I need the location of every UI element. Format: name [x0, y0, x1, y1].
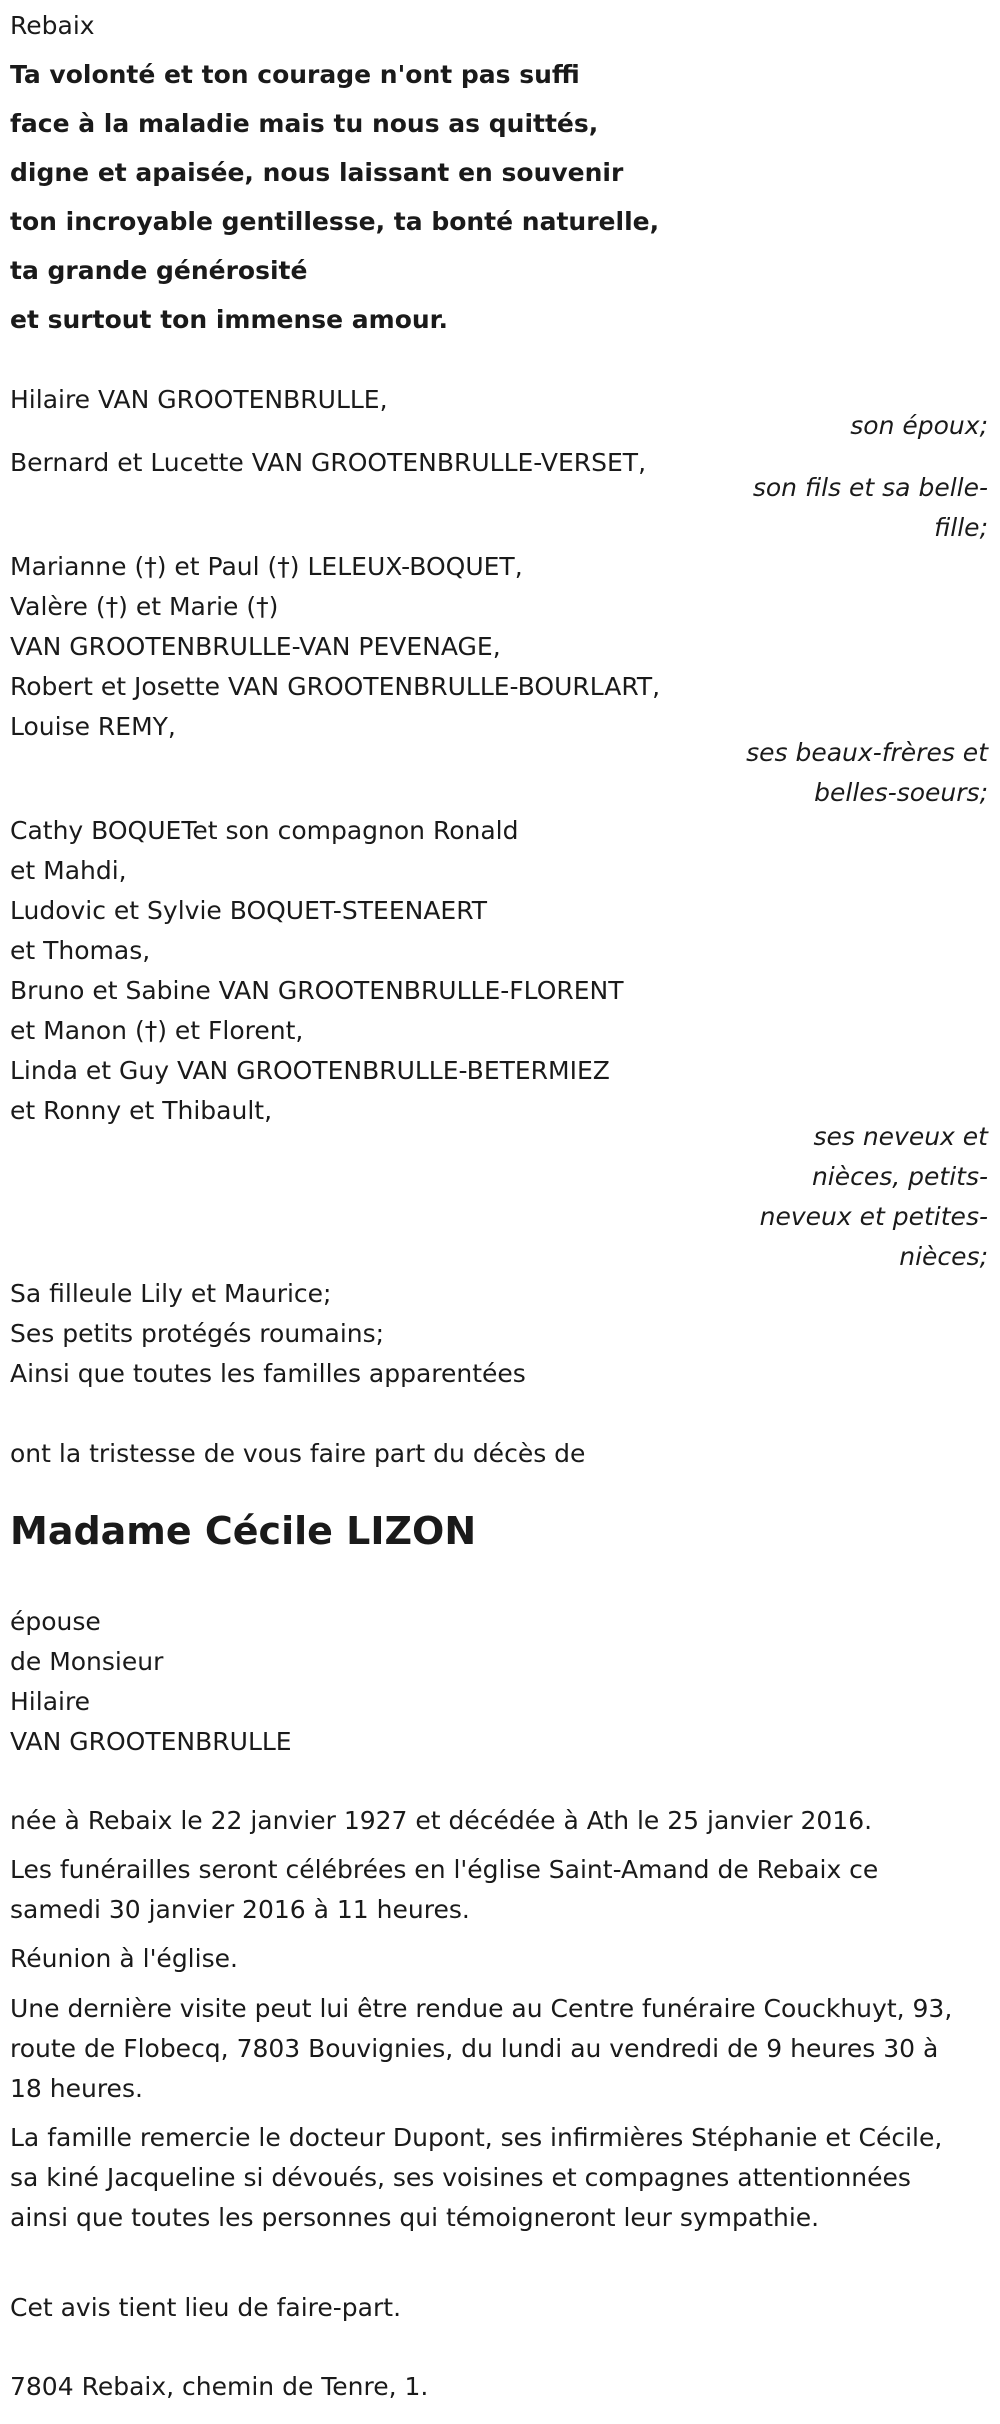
family-name-line: Hilaire VAN GROOTENBRULLE, — [10, 385, 388, 414]
poem-line: ta grande générosité — [10, 256, 308, 285]
family-name-line: Valère (†) et Marie (†) — [10, 592, 279, 621]
family-relation: son fils et sa belle- fille; — [752, 473, 988, 542]
detail-paragraph: Les funérailles seront célébrées en l'église Saint-Amand de Rebaix ce samedi 30 janvier 2016 à 11 heures. — [10, 1855, 879, 1924]
family-name-line: et Manon (†) et Florent, — [10, 1016, 304, 1045]
family-name-line: Louise REMY, — [10, 712, 176, 741]
deceased-name: Madame Cécile LIZON — [10, 1509, 477, 1553]
family-relation: ses beaux-frères et belles-soeurs; — [746, 738, 988, 807]
poem-line: digne et apaisée, nous laissant en souvenir — [10, 158, 624, 187]
poem-line: ton incroyable gentillesse, ta bonté naturelle, — [10, 207, 660, 236]
other-line: Sa filleule Lily et Maurice; — [10, 1279, 332, 1308]
family-name-line: Linda et Guy VAN GROOTENBRULLE-BETERMIEZ — [10, 1056, 610, 1085]
spouse-line: Hilaire — [10, 1687, 91, 1716]
spouse-line: VAN GROOTENBRULLE — [10, 1727, 292, 1756]
announcement: ont la tristesse de vous faire part du décès de — [10, 1439, 586, 1468]
poem-line: face à la maladie mais tu nous as quittés, — [10, 109, 599, 138]
family-relation: son époux; — [850, 411, 988, 440]
spouse-line: épouse — [10, 1607, 101, 1636]
family-name-line: Ludovic et Sylvie BOQUET-STEENAERT — [10, 896, 488, 925]
detail-paragraph: née à Rebaix le 22 janvier 1927 et décédée à Ath le 25 janvier 2016. — [10, 1806, 873, 1835]
family-name-line: Marianne (†) et Paul (†) LELEUX-BOQUET, — [10, 552, 523, 581]
family-name-line: et Ronny et Thibault, — [10, 1096, 273, 1125]
detail-paragraph: Réunion à l'église. — [10, 1944, 238, 1973]
place-name: Rebaix — [10, 11, 95, 40]
family-name-line: VAN GROOTENBRULLE-VAN PEVENAGE, — [10, 632, 501, 661]
poem-line: et surtout ton immense amour. — [10, 305, 448, 334]
other-line: Ainsi que toutes les familles apparentées — [10, 1359, 526, 1388]
detail-paragraph: La famille remercie le docteur Dupont, ses infirmières Stéphanie et Cécile, sa kiné Jacqueline si dévoués, ses voisines et compagnes attentionnées ainsi que toutes les personnes qui témoigneront leur sympathie. — [10, 2123, 943, 2232]
family-name-line: Bruno et Sabine VAN GROOTENBRULLE-FLORENT — [10, 976, 624, 1005]
family-relation: ses neveux et nièces, petits- neveux et petites- nièces; — [759, 1122, 988, 1271]
detail-paragraph: Une dernière visite peut lui être rendue au Centre funéraire Couckhuyt, 93, route de Flobecq, 7803 Bouvignies, du lundi au vendredi de 9 heures 30 à 18 heures. — [10, 1994, 953, 2103]
address: 7804 Rebaix, chemin de Tenre, 1. — [10, 2372, 429, 2401]
family-name-line: et Mahdi, — [10, 856, 127, 885]
family-name-line: Cathy BOQUETet son compagnon Ronald — [10, 816, 519, 845]
family-name-line: Bernard et Lucette VAN GROOTENBRULLE-VERSET, — [10, 448, 647, 477]
poem-line: Ta volonté et ton courage n'ont pas suffi — [10, 60, 580, 89]
detail-paragraph: Cet avis tient lieu de faire-part. — [10, 2293, 402, 2322]
family-name-line: et Thomas, — [10, 936, 151, 965]
other-line: Ses petits protégés roumains; — [10, 1319, 385, 1348]
family-name-line: Robert et Josette VAN GROOTENBRULLE-BOURLART, — [10, 672, 661, 701]
spouse-line: de Monsieur — [10, 1647, 164, 1676]
